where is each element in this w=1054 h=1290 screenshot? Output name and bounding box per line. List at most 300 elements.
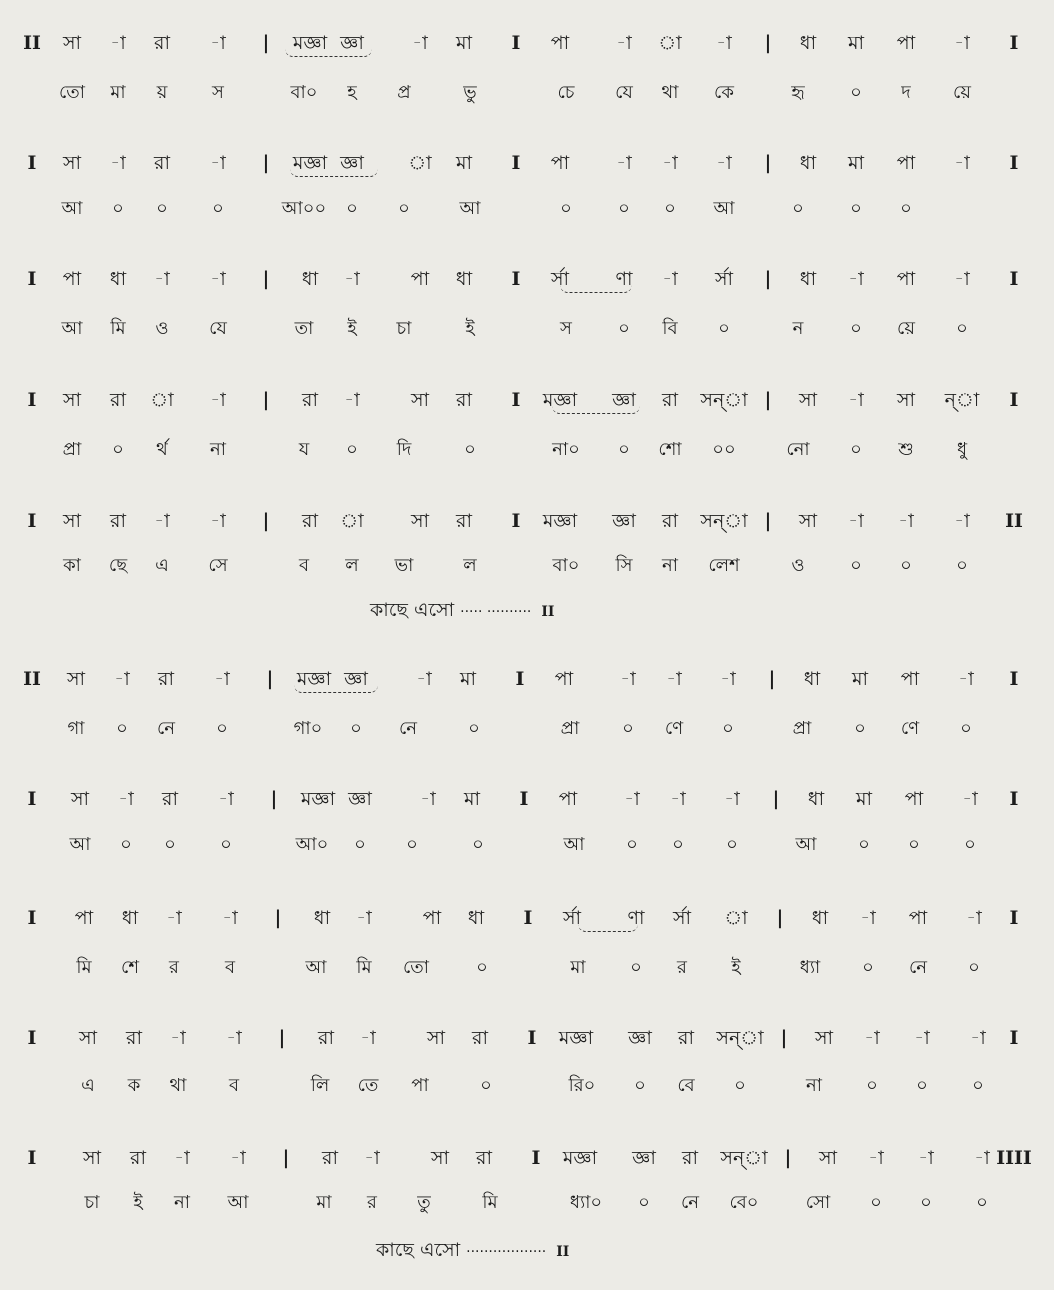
swara-note: সা	[410, 510, 430, 532]
swara-note: -া	[954, 268, 970, 290]
swara-note: পা	[554, 668, 574, 690]
swara-note: পা	[908, 907, 928, 929]
lyric-row	[0, 196, 1054, 236]
lyric-syllable: তু	[417, 1192, 431, 1213]
barline: I	[27, 268, 37, 290]
lyric-syllable: ই	[347, 318, 357, 339]
lyric-syllable: ০	[956, 318, 968, 339]
swara-note: -া	[954, 152, 970, 174]
lyric-syllable: ০	[634, 1075, 646, 1096]
swara-note: সা	[62, 510, 82, 532]
lyric-syllable: রি০	[568, 1075, 596, 1096]
swara-note: -া	[210, 510, 226, 532]
swara-note: পা	[900, 668, 920, 690]
lyric-syllable: যে	[615, 82, 633, 103]
lyric-syllable: য়ে	[897, 318, 915, 339]
swara-note: -া	[962, 788, 978, 810]
swara-note: সা	[70, 788, 90, 810]
lyric-syllable: না	[806, 1075, 822, 1096]
barline: I	[531, 1147, 541, 1169]
swara-note: মজ্ঞা	[542, 389, 578, 411]
lyric-syllable: ০	[120, 834, 132, 855]
barline: I	[1009, 389, 1019, 411]
lyric-syllable: র	[169, 957, 179, 978]
lyric-syllable: ০	[956, 555, 968, 576]
swara-note: -া	[666, 668, 682, 690]
lyric-syllable: প্রা	[792, 718, 812, 739]
lyric-syllable: ০০	[712, 439, 736, 460]
swara-note: পা	[550, 152, 570, 174]
swara-note: জ্ঞা	[344, 668, 368, 690]
barline: I	[27, 1147, 37, 1169]
swara-note: জ্ঞা	[612, 389, 636, 411]
swara-note: -া	[898, 510, 914, 532]
lyric-syllable: চে	[557, 82, 575, 103]
lyric-syllable: শু	[898, 439, 914, 460]
lyric-syllable: শো	[658, 439, 682, 460]
swara-note: ধা	[811, 907, 829, 929]
swara-note: -া	[170, 1027, 186, 1049]
swara-note: -া	[356, 907, 372, 929]
lyric-syllable: ০	[850, 555, 862, 576]
swara-note: মা	[847, 32, 865, 54]
swara-note: পা	[62, 268, 82, 290]
lyric-syllable: ০	[638, 1192, 650, 1213]
swara-note: সন্‌া	[700, 510, 748, 532]
swara-note: -া	[848, 389, 864, 411]
barline: |	[262, 510, 270, 532]
lyric-syllable: সো	[805, 1192, 831, 1213]
lyric-syllable: এ	[81, 1075, 95, 1096]
barline: I	[1009, 152, 1019, 174]
lyric-syllable: ০	[346, 439, 358, 460]
barline: II	[1005, 510, 1023, 532]
swara-note: র্সা	[714, 268, 734, 290]
lyric-syllable: ০	[472, 834, 484, 855]
lyric-syllable: ০	[112, 198, 124, 219]
lyric-syllable: কা	[63, 555, 81, 576]
lyric-syllable: স	[212, 82, 224, 103]
swara-note: ধা	[121, 907, 139, 929]
swara-note: রা	[476, 1147, 492, 1169]
swara-note: জ্ঞা	[340, 152, 364, 174]
lyric-syllable: মি	[356, 957, 372, 978]
lyric-syllable: ভা	[394, 555, 414, 576]
lyric-syllable: না	[174, 1192, 190, 1213]
swara-note: সা	[896, 389, 916, 411]
swara-note: সা	[82, 1147, 102, 1169]
lyric-syllable: আ	[61, 198, 83, 219]
lyric-syllable: না	[662, 555, 678, 576]
lyric-syllable: ধ্যা০	[569, 1192, 603, 1213]
lyric-syllable: নে	[908, 957, 928, 978]
swara-note: ধা	[467, 907, 485, 929]
swara-note: -া	[860, 907, 876, 929]
barline: |	[784, 1147, 792, 1169]
lyric-syllable: মা	[570, 957, 586, 978]
lyric-syllable: তো	[402, 957, 430, 978]
swara-note: মা	[455, 152, 473, 174]
swara-note: রা	[158, 668, 174, 690]
swara-note: রা	[302, 389, 318, 411]
swara-note: -া	[864, 1027, 880, 1049]
lyric-syllable: সে	[208, 555, 228, 576]
swara-note: ধা	[807, 788, 825, 810]
swara-note: পা	[896, 152, 916, 174]
barline: I	[511, 268, 521, 290]
swara-note: জ্ঞা	[632, 1147, 656, 1169]
swara-note: সা	[430, 1147, 450, 1169]
notation-row	[0, 266, 1054, 306]
notation-row	[0, 905, 1054, 945]
swara-note: া	[658, 32, 682, 54]
lyric-syllable: ০	[964, 834, 976, 855]
lyric-syllable: থা	[169, 1075, 187, 1096]
swara-note: সা	[62, 32, 82, 54]
swara-note: -া	[344, 389, 360, 411]
lyric-syllable: ০	[862, 957, 874, 978]
lyric-row	[0, 80, 1054, 120]
swara-note: -া	[662, 152, 678, 174]
barline: |	[282, 1147, 290, 1169]
barline: |	[764, 389, 772, 411]
swara-note: পা	[550, 32, 570, 54]
barline: I	[1009, 32, 1019, 54]
lyric-syllable: ধু	[956, 439, 968, 460]
barline: I	[1009, 268, 1019, 290]
swara-note: জ্ঞা	[340, 32, 364, 54]
lyric-syllable: ণে	[900, 718, 920, 739]
lyric-syllable: ০	[866, 1075, 878, 1096]
swara-note: -া	[166, 907, 182, 929]
lyric-syllable: ০	[850, 318, 862, 339]
lyric-syllable: ক	[127, 1075, 141, 1096]
lyric-syllable: ০	[622, 718, 634, 739]
lyric-syllable: তা	[294, 318, 314, 339]
swara-note: -া	[720, 668, 736, 690]
lyric-syllable: ০	[916, 1075, 928, 1096]
lyric-syllable: এ	[155, 555, 169, 576]
lyric-syllable: ০	[726, 834, 738, 855]
lyric-syllable: ০	[350, 718, 362, 739]
swara-note: -া	[218, 788, 234, 810]
swara-note: -া	[914, 1027, 930, 1049]
swara-note: সা	[814, 1027, 834, 1049]
lyric-syllable: আ০	[295, 834, 329, 855]
swara-note: -া	[214, 668, 230, 690]
swara-note: -া	[616, 152, 632, 174]
lyric-syllable: আ	[795, 834, 817, 855]
lyric-row	[0, 955, 1054, 995]
swara-note: সা	[62, 389, 82, 411]
swara-note: রা	[110, 389, 126, 411]
lyric-row	[0, 553, 1054, 593]
lyric-syllable: নে	[398, 718, 418, 739]
barline: I	[511, 510, 521, 532]
swara-note: -া	[848, 268, 864, 290]
lyric-syllable: গা০	[293, 718, 323, 739]
barline: IIII	[996, 1147, 1032, 1169]
lyric-syllable: ০	[406, 834, 418, 855]
ending-barline: II	[541, 604, 555, 620]
swara-note: -া	[118, 788, 134, 810]
lyric-syllable: হৃ	[791, 82, 805, 103]
swara-note: ধা	[799, 268, 817, 290]
swara-note: -া	[974, 1147, 990, 1169]
barline: I	[1009, 668, 1019, 690]
barline: II	[23, 668, 41, 690]
barline: I	[511, 152, 521, 174]
swara-note: ন্‌া	[944, 389, 980, 411]
lyric-syllable: ধ্যা	[799, 957, 821, 978]
swara-note: মা	[455, 32, 473, 54]
lyric-syllable: আ	[305, 957, 327, 978]
swara-note: ধা	[109, 268, 127, 290]
lyric-syllable: পা	[411, 1075, 429, 1096]
swara-note: রা	[318, 1027, 334, 1049]
lyric-syllable: ০	[900, 555, 912, 576]
lyric-syllable: ০	[346, 198, 358, 219]
barline: |	[764, 268, 772, 290]
swara-note: -া	[970, 1027, 986, 1049]
swara-note: -া	[230, 1147, 246, 1169]
lyric-syllable: তো	[58, 82, 86, 103]
swara-note: রা	[662, 510, 678, 532]
lyric-syllable: ০	[870, 1192, 882, 1213]
swara-note: -া	[918, 1147, 934, 1169]
barline: I	[511, 389, 521, 411]
swara-note: -া	[420, 788, 436, 810]
lyric-row	[0, 832, 1054, 872]
lyric-syllable: ০	[972, 1075, 984, 1096]
lyric-syllable: ০	[968, 957, 980, 978]
lyric-syllable: র্থ	[156, 439, 168, 460]
lyric-syllable: বি	[662, 318, 678, 339]
lyric-syllable: ০	[976, 1192, 988, 1213]
swara-note: -া	[154, 510, 170, 532]
lyric-syllable: ০	[618, 318, 630, 339]
barline: I	[27, 907, 37, 929]
lyric-syllable: আ	[459, 198, 481, 219]
swara-note: -া	[416, 668, 432, 690]
swara-note: া	[150, 389, 174, 411]
swara-note: -া	[412, 32, 428, 54]
lyric-syllable: প্রা	[62, 439, 82, 460]
swara-note: সন্‌া	[720, 1147, 768, 1169]
notation-row	[0, 666, 1054, 706]
lyric-syllable: ই	[133, 1192, 143, 1213]
notation-row	[0, 508, 1054, 548]
swara-note: -া	[210, 268, 226, 290]
lyric-syllable: য়ে	[953, 82, 971, 103]
lyric-syllable: ০	[626, 834, 638, 855]
lyric-syllable: আ	[563, 834, 585, 855]
swara-note: -া	[344, 268, 360, 290]
lyric-syllable: ব	[298, 555, 310, 576]
barline: I	[27, 389, 37, 411]
swara-note: ণা	[615, 268, 633, 290]
lyric-syllable: র	[677, 957, 687, 978]
lyric-syllable: সি	[615, 555, 633, 576]
lyric-syllable: ০	[464, 439, 476, 460]
barline: I	[1009, 907, 1019, 929]
ending-dots: ····· ··········	[460, 604, 532, 620]
swara-note: -া	[662, 268, 678, 290]
lyric-syllable: ব	[228, 1075, 240, 1096]
lyric-syllable: ছে	[108, 555, 128, 576]
lyric-syllable: ০	[858, 834, 870, 855]
swara-note: মা	[459, 668, 477, 690]
ending-dots: ··················	[466, 1244, 547, 1260]
lyric-syllable: ০	[354, 834, 366, 855]
swara-note: -া	[716, 152, 732, 174]
swara-note: পা	[896, 32, 916, 54]
lyric-syllable: নো	[786, 439, 810, 460]
ending-barline: II	[556, 1244, 570, 1260]
ending-line	[370, 596, 554, 628]
lyric-row	[0, 316, 1054, 356]
notation-row	[0, 1025, 1054, 1065]
lyric-syllable: ০	[480, 1075, 492, 1096]
swara-note: -া	[174, 1147, 190, 1169]
swara-note: ধা	[313, 907, 331, 929]
slur-underline	[578, 905, 638, 932]
swara-note: মজ্ঞা	[292, 152, 328, 174]
lyric-syllable: ০	[900, 198, 912, 219]
swara-note: -া	[210, 152, 226, 174]
swara-note: া	[408, 152, 432, 174]
lyric-syllable: মা	[110, 82, 126, 103]
swara-note: -া	[716, 32, 732, 54]
swara-note: র্সা	[550, 268, 570, 290]
barline: I	[515, 668, 525, 690]
barline: |	[768, 668, 776, 690]
swara-note: র্সা	[672, 907, 692, 929]
slur-underline	[552, 387, 640, 414]
swara-note: -া	[110, 152, 126, 174]
swara-note: -া	[724, 788, 740, 810]
barline: I	[1009, 788, 1019, 810]
lyric-syllable: স	[560, 318, 572, 339]
barline: |	[278, 1027, 286, 1049]
swara-note: সা	[78, 1027, 98, 1049]
swara-note: -া	[616, 32, 632, 54]
barline: |	[274, 907, 282, 929]
lyric-syllable: লি	[310, 1075, 330, 1096]
swara-note: া	[724, 907, 748, 929]
lyric-syllable: মা	[316, 1192, 332, 1213]
lyric-syllable: য	[298, 439, 310, 460]
lyric-syllable: প্রা	[560, 718, 580, 739]
swara-note: -া	[624, 788, 640, 810]
swara-note: সা	[62, 152, 82, 174]
lyric-syllable: যে	[209, 318, 227, 339]
lyric-syllable: ০	[476, 957, 488, 978]
lyric-syllable: ও	[155, 318, 169, 339]
barline: |	[266, 668, 274, 690]
slur-underline	[294, 666, 378, 693]
lyric-syllable: নে	[156, 718, 176, 739]
slur-underline	[560, 266, 632, 293]
swara-note: রা	[154, 152, 170, 174]
lyric-row	[0, 437, 1054, 477]
lyric-syllable: ই	[731, 957, 741, 978]
lyric-syllable: আ০০	[281, 198, 327, 219]
barline: I	[27, 152, 37, 174]
notation-row	[0, 387, 1054, 427]
lyric-syllable: আ	[61, 318, 83, 339]
lyric-syllable: ০	[560, 198, 572, 219]
barline: I	[523, 907, 533, 929]
barline: I	[1009, 1027, 1019, 1049]
swara-note: পা	[422, 907, 442, 929]
swara-note: -া	[360, 1027, 376, 1049]
swara-note: রা	[456, 389, 472, 411]
lyric-syllable: ০	[908, 834, 920, 855]
swara-note: পা	[410, 268, 430, 290]
lyric-syllable: ০	[116, 718, 128, 739]
swara-note: সা	[818, 1147, 838, 1169]
swara-note: রা	[682, 1147, 698, 1169]
lyric-syllable: ০	[792, 198, 804, 219]
barline: I	[527, 1027, 537, 1049]
lyric-syllable: ০	[156, 198, 168, 219]
swara-note: মজ্ঞা	[558, 1027, 594, 1049]
barline: I	[519, 788, 529, 810]
lyric-syllable: ০	[164, 834, 176, 855]
lyric-syllable: চা	[396, 318, 412, 339]
swara-note: র্সা	[562, 907, 582, 929]
swara-note: পা	[558, 788, 578, 810]
lyric-syllable: ০	[722, 718, 734, 739]
swara-note: -া	[210, 32, 226, 54]
swara-note: -া	[364, 1147, 380, 1169]
lyric-syllable: ০	[216, 718, 228, 739]
swara-note: মা	[847, 152, 865, 174]
swara-note: ধা	[455, 268, 473, 290]
barline: I	[27, 510, 37, 532]
swara-note: মা	[851, 668, 869, 690]
lyric-syllable: ০	[618, 439, 630, 460]
lyric-syllable: না	[210, 439, 226, 460]
swara-note: মজ্ঞা	[300, 788, 336, 810]
barline: |	[262, 32, 270, 54]
barline: |	[764, 152, 772, 174]
swara-note: রা	[154, 32, 170, 54]
swara-note: ধা	[803, 668, 821, 690]
lyric-syllable: ০	[850, 82, 862, 103]
lyric-syllable: লেশ	[708, 555, 740, 576]
slur-underline	[285, 30, 372, 57]
lyric-syllable: ই	[465, 318, 475, 339]
swara-note: -া	[670, 788, 686, 810]
lyric-syllable: মি	[76, 957, 92, 978]
lyric-syllable: ০	[112, 439, 124, 460]
swara-note: -া	[954, 32, 970, 54]
swara-note: -া	[114, 668, 130, 690]
barline: I	[27, 1027, 37, 1049]
swara-note: রা	[472, 1027, 488, 1049]
swara-note: ধা	[799, 32, 817, 54]
swara-note: সা	[798, 510, 818, 532]
lyric-syllable: ভু	[463, 82, 477, 103]
lyric-syllable: ০	[850, 198, 862, 219]
lyric-syllable: মি	[482, 1192, 498, 1213]
barline: I	[27, 788, 37, 810]
barline: |	[262, 152, 270, 174]
swara-note: -া	[110, 32, 126, 54]
swara-note: -া	[620, 668, 636, 690]
